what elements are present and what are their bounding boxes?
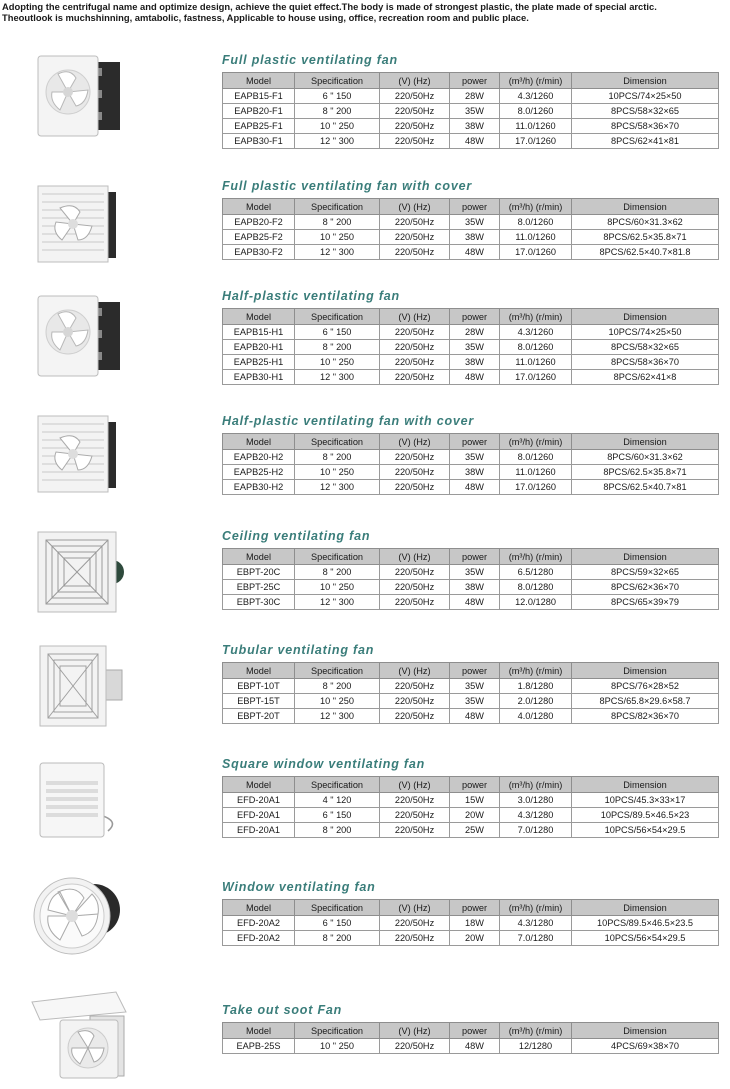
table-header-row <box>223 777 719 793</box>
table-cell: 8 " 200 <box>295 104 380 119</box>
column-header: Specification <box>295 199 380 215</box>
ceiling-fan-icon <box>30 526 130 618</box>
table-cell: 8 " 200 <box>295 450 380 465</box>
table-cell: 20W <box>450 808 500 823</box>
table-cell: 12 " 300 <box>295 134 380 149</box>
table-cell: 12 " 300 <box>295 709 380 724</box>
table-cell: EAPB25-F1 <box>223 119 295 134</box>
column-header: (V) (Hz) <box>380 1023 450 1039</box>
table-cell: 8.0/1280 <box>500 580 572 595</box>
table-cell: EAPB30-F1 <box>223 134 295 149</box>
spec-table <box>222 548 719 610</box>
table-header-row <box>223 1023 719 1039</box>
column-header: Model <box>223 73 295 89</box>
table-cell: 28W <box>450 325 500 340</box>
section-title: Square window ventilating fan <box>222 757 426 771</box>
column-header: Specification <box>295 663 380 679</box>
column-header: Model <box>223 900 295 916</box>
column-header: (V) (Hz) <box>380 663 450 679</box>
table-row <box>223 1039 719 1054</box>
table-cell: EBPT-20C <box>223 565 295 580</box>
table-cell: 25W <box>450 823 500 838</box>
table-cell: 35W <box>450 679 500 694</box>
table-cell: 38W <box>450 119 500 134</box>
table-cell: 220/50Hz <box>380 119 450 134</box>
column-header: Model <box>223 663 295 679</box>
table-cell: 10PCS/74×25×50 <box>572 89 719 104</box>
table-cell: 220/50Hz <box>380 230 450 245</box>
table-cell: 2.0/1280 <box>500 694 572 709</box>
grilled-fan-icon <box>30 408 130 500</box>
table-cell: 10 " 250 <box>295 580 380 595</box>
table-cell: 17.0/1260 <box>500 134 572 149</box>
hood-fan-icon <box>30 990 130 1082</box>
intro-text <box>2 1 728 23</box>
table-cell: 38W <box>450 355 500 370</box>
table-cell: 220/50Hz <box>380 134 450 149</box>
table-cell: 8.0/1260 <box>500 450 572 465</box>
table-cell: 4 " 120 <box>295 793 380 808</box>
table-cell: EAPB20-H1 <box>223 340 295 355</box>
table-row <box>223 709 719 724</box>
table-row <box>223 370 719 385</box>
table-row <box>223 230 719 245</box>
table-cell: EAPB-25S <box>223 1039 295 1054</box>
wall-fan-icon <box>30 290 130 382</box>
column-header: (m³/h) (r/min) <box>500 900 572 916</box>
table-cell: 220/50Hz <box>380 370 450 385</box>
table-cell: 220/50Hz <box>380 325 450 340</box>
table-row <box>223 355 719 370</box>
table-cell: EAPB25-H1 <box>223 355 295 370</box>
table-row <box>223 134 719 149</box>
table-cell: EAPB30-H1 <box>223 370 295 385</box>
table-cell: EAPB20-H2 <box>223 450 295 465</box>
table-cell: 220/50Hz <box>380 823 450 838</box>
table-cell: 11.0/1260 <box>500 119 572 134</box>
table-cell: 10PCS/56×54×29.5 <box>572 931 719 946</box>
table-cell: 8PCS/59×32×65 <box>572 565 719 580</box>
column-header: power <box>450 73 500 89</box>
table-cell: EBPT-25C <box>223 580 295 595</box>
spec-table <box>222 776 719 838</box>
column-header: Dimension <box>572 663 719 679</box>
table-cell: EBPT-15T <box>223 694 295 709</box>
table-cell: 220/50Hz <box>380 355 450 370</box>
table-cell: 220/50Hz <box>380 931 450 946</box>
section-title: Window ventilating fan <box>222 880 376 894</box>
column-header: power <box>450 1023 500 1039</box>
column-header: power <box>450 549 500 565</box>
table-cell: 8PCS/60×31.3×62 <box>572 215 719 230</box>
table-cell: 4.3/1280 <box>500 808 572 823</box>
table-row <box>223 340 719 355</box>
table-cell: 8 " 200 <box>295 215 380 230</box>
table-cell: 220/50Hz <box>380 709 450 724</box>
table-cell: 8PCS/58×32×65 <box>572 104 719 119</box>
table-row <box>223 325 719 340</box>
table-cell: 28W <box>450 89 500 104</box>
spec-table <box>222 662 719 724</box>
table-cell: EAPB15-F1 <box>223 89 295 104</box>
table-row <box>223 595 719 610</box>
intro-line-2: Theoutlook is muchshinning, amtabolic, fastness, Applicable to house using, office, recreation room and public place. <box>2 12 529 23</box>
table-row <box>223 104 719 119</box>
spec-table <box>222 72 719 149</box>
louvre-fan-icon <box>30 755 130 847</box>
column-header: (m³/h) (r/min) <box>500 73 572 89</box>
table-cell: EFD-20A2 <box>223 931 295 946</box>
table-cell: 48W <box>450 595 500 610</box>
table-cell: 10 " 250 <box>295 465 380 480</box>
column-header: Dimension <box>572 434 719 450</box>
column-header: Dimension <box>572 73 719 89</box>
table-row <box>223 916 719 931</box>
column-header: power <box>450 663 500 679</box>
table-header-row <box>223 199 719 215</box>
table-cell: 38W <box>450 230 500 245</box>
table-cell: 10PCS/56×54×29.5 <box>572 823 719 838</box>
table-row <box>223 694 719 709</box>
column-header: power <box>450 777 500 793</box>
table-cell: 12 " 300 <box>295 370 380 385</box>
table-cell: 6.5/1280 <box>500 565 572 580</box>
table-cell: 12/1280 <box>500 1039 572 1054</box>
spec-table <box>222 433 719 495</box>
column-header: Model <box>223 777 295 793</box>
table-cell: EBPT-20T <box>223 709 295 724</box>
table-cell: 7.0/1280 <box>500 931 572 946</box>
table-row <box>223 823 719 838</box>
column-header: (V) (Hz) <box>380 549 450 565</box>
tubular-fan-icon <box>30 640 130 732</box>
table-cell: 48W <box>450 245 500 260</box>
table-cell: 8PCS/76×28×52 <box>572 679 719 694</box>
table-cell: 17.0/1260 <box>500 370 572 385</box>
table-cell: 35W <box>450 565 500 580</box>
section-title: Take out soot Fan <box>222 1003 343 1017</box>
wall-fan-icon <box>30 50 130 142</box>
table-cell: EAPB20-F2 <box>223 215 295 230</box>
table-cell: EAPB15-H1 <box>223 325 295 340</box>
table-cell: 10PCS/89.5×46.5×23.5 <box>572 916 719 931</box>
section-title: Full plastic ventilating fan with cover <box>222 179 472 193</box>
table-cell: 220/50Hz <box>380 1039 450 1054</box>
table-row <box>223 465 719 480</box>
column-header: power <box>450 434 500 450</box>
table-row <box>223 793 719 808</box>
column-header: Model <box>223 1023 295 1039</box>
table-cell: 10 " 250 <box>295 119 380 134</box>
spec-table <box>222 1022 719 1054</box>
table-cell: 10PCS/74×25×50 <box>572 325 719 340</box>
section-title: Full plastic ventilating fan <box>222 53 398 67</box>
column-header: Dimension <box>572 199 719 215</box>
table-cell: 8 " 200 <box>295 340 380 355</box>
table-cell: 3.0/1280 <box>500 793 572 808</box>
table-row <box>223 565 719 580</box>
table-cell: 20W <box>450 931 500 946</box>
table-cell: 8 " 200 <box>295 565 380 580</box>
table-cell: 8PCS/62.5×35.8×71 <box>572 465 719 480</box>
table-row <box>223 931 719 946</box>
table-cell: 48W <box>450 480 500 495</box>
table-cell: EAPB20-F1 <box>223 104 295 119</box>
table-cell: 8.0/1260 <box>500 215 572 230</box>
table-cell: 10PCS/45.3×33×17 <box>572 793 719 808</box>
column-header: Specification <box>295 309 380 325</box>
table-cell: 8PCS/58×36×70 <box>572 119 719 134</box>
table-cell: 6 " 150 <box>295 325 380 340</box>
intro-line-1: Adopting the centrifugal name and optimize design, achieve the quiet effect.The body is made of strongest plastic, the plate made of special arctic. <box>2 1 657 12</box>
table-cell: 220/50Hz <box>380 565 450 580</box>
table-row <box>223 89 719 104</box>
table-cell: EBPT-30C <box>223 595 295 610</box>
table-header-row <box>223 900 719 916</box>
table-cell: 35W <box>450 694 500 709</box>
table-cell: 35W <box>450 104 500 119</box>
column-header: Specification <box>295 549 380 565</box>
table-cell: 8PCS/62.5×40.7×81 <box>572 480 719 495</box>
table-cell: 12 " 300 <box>295 480 380 495</box>
table-cell: 1.8/1280 <box>500 679 572 694</box>
table-cell: 38W <box>450 465 500 480</box>
table-row <box>223 119 719 134</box>
column-header: power <box>450 309 500 325</box>
table-cell: 48W <box>450 709 500 724</box>
table-cell: 220/50Hz <box>380 808 450 823</box>
table-cell: 8PCS/58×36×70 <box>572 355 719 370</box>
table-cell: 220/50Hz <box>380 215 450 230</box>
table-cell: 6 " 150 <box>295 916 380 931</box>
table-header-row <box>223 434 719 450</box>
table-cell: 35W <box>450 215 500 230</box>
column-header: Model <box>223 549 295 565</box>
table-cell: 8 " 200 <box>295 679 380 694</box>
table-cell: 4.0/1280 <box>500 709 572 724</box>
table-cell: EAPB30-F2 <box>223 245 295 260</box>
table-cell: 8 " 200 <box>295 931 380 946</box>
table-cell: 8PCS/60×31.3×62 <box>572 450 719 465</box>
column-header: (m³/h) (r/min) <box>500 549 572 565</box>
table-cell: 8PCS/82×36×70 <box>572 709 719 724</box>
section-title: Tubular ventilating fan <box>222 643 375 657</box>
column-header: (V) (Hz) <box>380 73 450 89</box>
column-header: (m³/h) (r/min) <box>500 777 572 793</box>
table-cell: 12 " 300 <box>295 595 380 610</box>
table-cell: 17.0/1260 <box>500 245 572 260</box>
table-cell: 10 " 250 <box>295 694 380 709</box>
table-cell: 12 " 300 <box>295 245 380 260</box>
table-cell: 12.0/1280 <box>500 595 572 610</box>
column-header: Specification <box>295 1023 380 1039</box>
table-cell: EAPB25-F2 <box>223 230 295 245</box>
column-header: power <box>450 199 500 215</box>
column-header: (V) (Hz) <box>380 309 450 325</box>
table-row <box>223 580 719 595</box>
section-title: Half-plastic ventilating fan with cover <box>222 414 475 428</box>
table-cell: 38W <box>450 580 500 595</box>
table-cell: 10 " 250 <box>295 355 380 370</box>
table-cell: 11.0/1260 <box>500 355 572 370</box>
table-cell: 8PCS/62.5×35.8×71 <box>572 230 719 245</box>
table-cell: 10PCS/89.5×46.5×23 <box>572 808 719 823</box>
table-cell: EFD-20A2 <box>223 916 295 931</box>
table-row <box>223 679 719 694</box>
table-cell: 35W <box>450 340 500 355</box>
table-cell: 8PCS/58×32×65 <box>572 340 719 355</box>
table-row <box>223 245 719 260</box>
table-cell: 48W <box>450 134 500 149</box>
table-cell: EAPB30-H2 <box>223 480 295 495</box>
table-header-row <box>223 309 719 325</box>
column-header: Dimension <box>572 900 719 916</box>
column-header: Dimension <box>572 309 719 325</box>
table-row <box>223 808 719 823</box>
table-cell: 18W <box>450 916 500 931</box>
table-cell: 220/50Hz <box>380 916 450 931</box>
spec-table <box>222 198 719 260</box>
table-cell: 6 " 150 <box>295 89 380 104</box>
column-header: Dimension <box>572 1023 719 1039</box>
table-cell: 48W <box>450 1039 500 1054</box>
column-header: Dimension <box>572 777 719 793</box>
table-cell: 8.0/1260 <box>500 104 572 119</box>
table-cell: 220/50Hz <box>380 694 450 709</box>
table-row <box>223 480 719 495</box>
table-cell: EFD-20A1 <box>223 808 295 823</box>
column-header: (m³/h) (r/min) <box>500 663 572 679</box>
table-cell: 35W <box>450 450 500 465</box>
table-cell: 4PCS/69×38×70 <box>572 1039 719 1054</box>
column-header: Specification <box>295 777 380 793</box>
table-cell: 8PCS/62×41×8 <box>572 370 719 385</box>
table-cell: 220/50Hz <box>380 245 450 260</box>
table-cell: 11.0/1260 <box>500 230 572 245</box>
table-cell: 8PCS/65×39×79 <box>572 595 719 610</box>
table-cell: 4.3/1260 <box>500 89 572 104</box>
spec-table <box>222 899 719 946</box>
table-cell: 17.0/1260 <box>500 480 572 495</box>
table-cell: 220/50Hz <box>380 465 450 480</box>
table-cell: 220/50Hz <box>380 793 450 808</box>
table-cell: 10 " 250 <box>295 230 380 245</box>
column-header: (m³/h) (r/min) <box>500 309 572 325</box>
table-cell: 8PCS/62×36×70 <box>572 580 719 595</box>
table-cell: 220/50Hz <box>380 595 450 610</box>
table-cell: 220/50Hz <box>380 679 450 694</box>
column-header: Model <box>223 199 295 215</box>
column-header: Specification <box>295 900 380 916</box>
table-cell: 4.3/1260 <box>500 325 572 340</box>
table-header-row <box>223 73 719 89</box>
table-header-row <box>223 549 719 565</box>
table-cell: 8PCS/62.5×40.7×81.8 <box>572 245 719 260</box>
column-header: Model <box>223 434 295 450</box>
table-cell: 15W <box>450 793 500 808</box>
column-header: (m³/h) (r/min) <box>500 434 572 450</box>
column-header: Specification <box>295 434 380 450</box>
column-header: (V) (Hz) <box>380 434 450 450</box>
table-header-row <box>223 663 719 679</box>
section-title: Half-plastic ventilating fan <box>222 289 400 303</box>
table-cell: 220/50Hz <box>380 104 450 119</box>
grilled-fan-icon <box>30 178 130 270</box>
table-cell: 6 " 150 <box>295 808 380 823</box>
table-cell: 220/50Hz <box>380 450 450 465</box>
column-header: (V) (Hz) <box>380 900 450 916</box>
section-title: Ceiling ventilating fan <box>222 529 371 543</box>
table-cell: 11.0/1260 <box>500 465 572 480</box>
column-header: Specification <box>295 73 380 89</box>
table-cell: 48W <box>450 370 500 385</box>
table-cell: EBPT-10T <box>223 679 295 694</box>
table-cell: EFD-20A1 <box>223 823 295 838</box>
table-cell: 8PCS/62×41×81 <box>572 134 719 149</box>
round-fan-icon <box>30 870 130 962</box>
table-cell: EAPB25-H2 <box>223 465 295 480</box>
table-cell: 8.0/1260 <box>500 340 572 355</box>
column-header: (m³/h) (r/min) <box>500 199 572 215</box>
table-cell: 8 " 200 <box>295 823 380 838</box>
table-cell: 220/50Hz <box>380 580 450 595</box>
table-cell: 8PCS/65.8×29.6×58.7 <box>572 694 719 709</box>
spec-table <box>222 308 719 385</box>
table-cell: 220/50Hz <box>380 480 450 495</box>
column-header: Model <box>223 309 295 325</box>
column-header: (V) (Hz) <box>380 777 450 793</box>
column-header: (m³/h) (r/min) <box>500 1023 572 1039</box>
column-header: (V) (Hz) <box>380 199 450 215</box>
table-cell: 10 " 250 <box>295 1039 380 1054</box>
column-header: Dimension <box>572 549 719 565</box>
table-cell: 7.0/1280 <box>500 823 572 838</box>
table-cell: 220/50Hz <box>380 340 450 355</box>
table-cell: EFD-20A1 <box>223 793 295 808</box>
table-cell: 220/50Hz <box>380 89 450 104</box>
table-cell: 4.3/1280 <box>500 916 572 931</box>
table-row <box>223 450 719 465</box>
table-row <box>223 215 719 230</box>
column-header: power <box>450 900 500 916</box>
